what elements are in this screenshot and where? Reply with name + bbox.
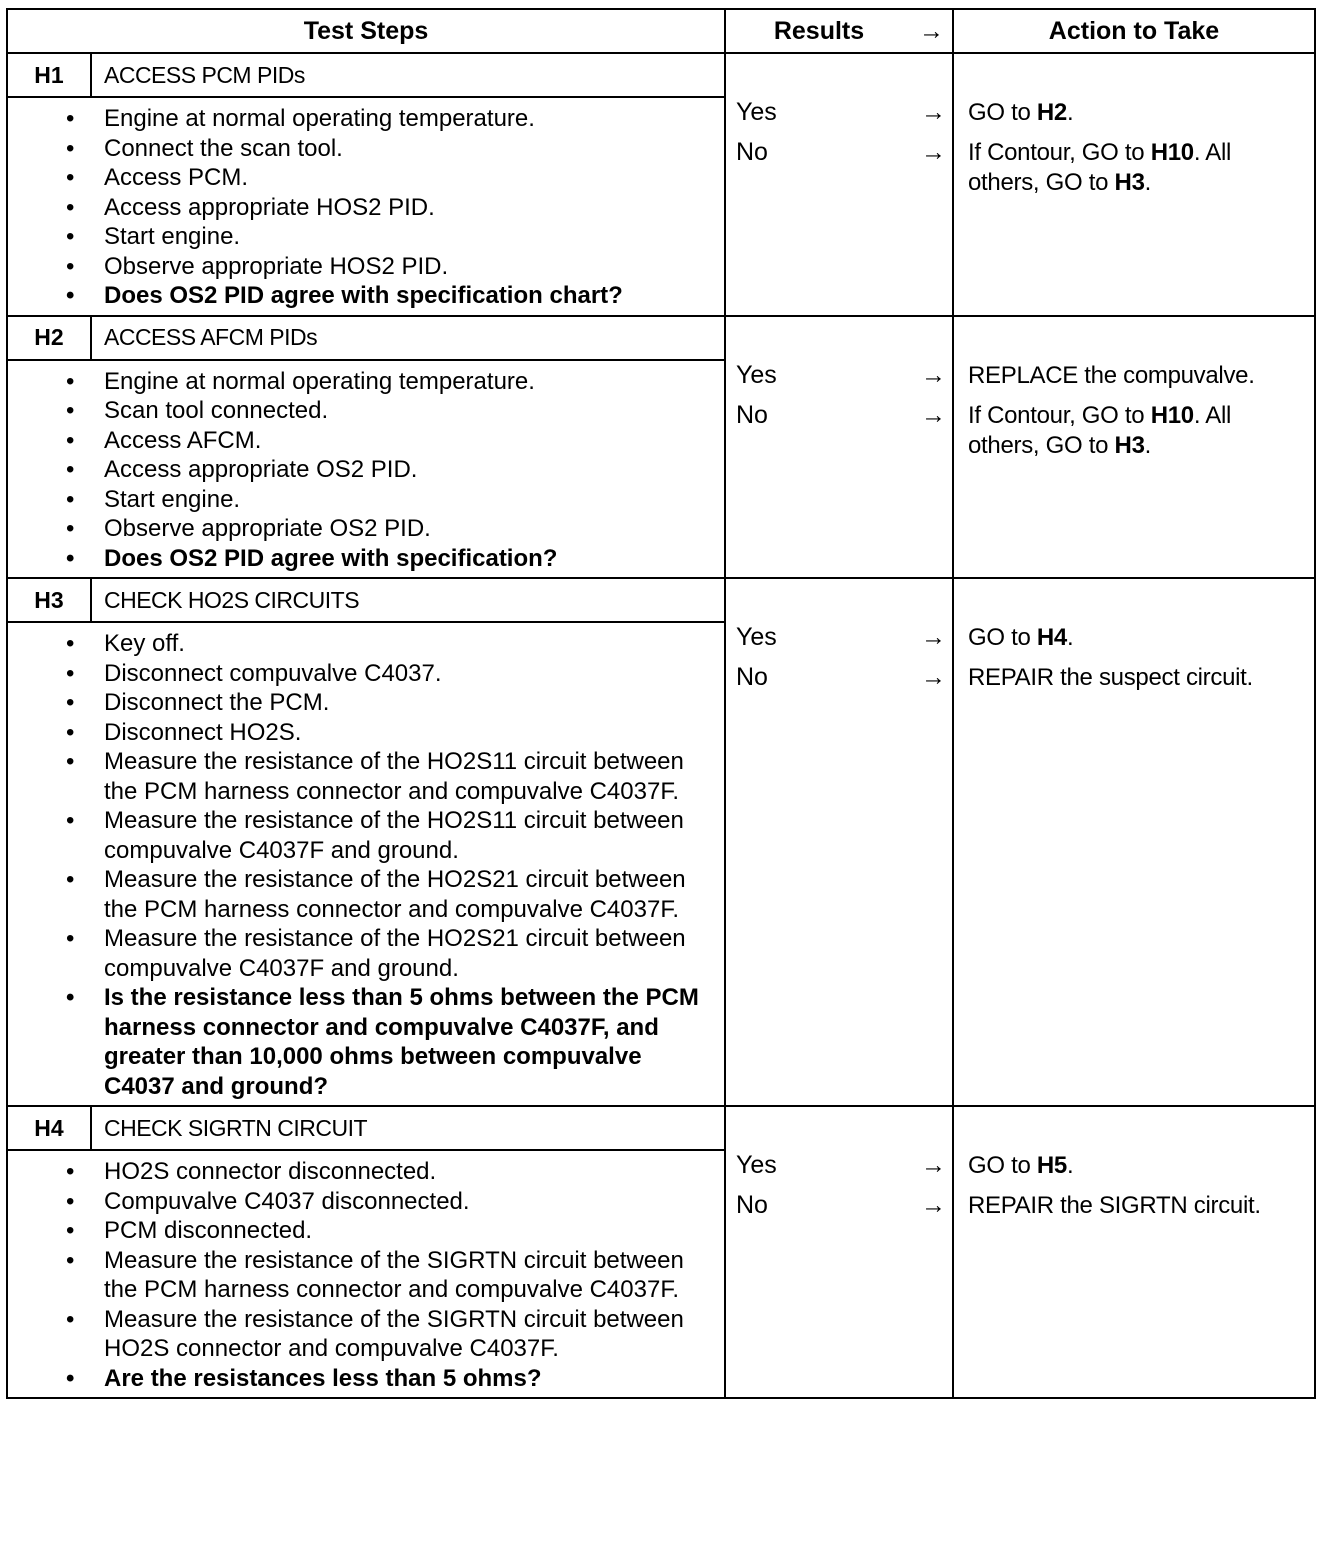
action-cell [953,1106,1315,1398]
step-id: H2 [8,317,92,359]
no-action-target-2: H3 [1114,169,1145,196]
step-bullet: • Disconnect HO2S. [104,718,714,748]
result-yes [736,361,952,401]
result-yes [736,623,952,663]
result-no [736,663,952,703]
step-bullet: • Measure the resistance of the SIGRTN circuit between HO2S connector and compuvalve C4037F. [104,1305,714,1364]
yes-action-end: . [1066,99,1074,126]
step-title: CHECK HO2S CIRCUITS [104,586,360,613]
no-action [968,1191,1306,1221]
header-test-steps: Test Steps [7,9,725,53]
result-yes [736,98,952,138]
test-steps-cell [7,316,725,579]
yes-action-end: . [1066,1152,1074,1179]
step-bullet: • Start engine. [104,485,714,515]
action-cell [953,53,1315,316]
yes-action-target: H5 [1036,1152,1067,1179]
step-bullet: • Engine at normal operating temperature. [104,104,714,134]
result-yes-label: Yes [736,1151,777,1179]
step-bullet-list [8,98,724,315]
test-step-row [7,316,1315,579]
test-steps-cell [7,1106,725,1398]
step-bullet: • Access appropriate HOS2 PID. [104,193,714,223]
step-title: ACCESS AFCM PIDs [104,324,318,350]
step-id: H4 [8,1107,92,1149]
no-action [968,663,1306,693]
step-question: • Does OS2 PID agree with specification? [104,544,714,574]
step-bullet-list [8,1151,724,1397]
step-bullet: • Key off. [104,629,714,659]
result-no-label: No [736,400,768,429]
test-step-row [7,53,1315,316]
step-bullet: • Measure the resistance of the HO2S11 circuit between the PCM harness connector and compuvalve C4037F. [104,747,714,806]
results-cell [725,53,953,316]
no-action-text: REPAIR the suspect circuit. [968,664,1253,691]
step-bullet: • Measure the resistance of the HO2S21 circuit between the PCM harness connector and compuvalve C4037F. [104,865,714,924]
no-action-mid: . All others, GO to [968,139,1232,196]
arrow-icon: → [921,663,946,691]
result-no-label: No [736,138,768,166]
no-action [968,138,1306,198]
yes-action-text: GO to [968,624,1037,651]
table-header-row [7,9,1315,53]
yes-action [968,1151,1306,1181]
step-bullet: • Access appropriate OS2 PID. [104,455,714,485]
no-action-mid: . All others, GO to [968,401,1232,459]
header-results-label: Results [773,16,865,45]
no-action-target: H10 [1150,401,1194,429]
no-action [968,401,1306,461]
result-no-label: No [736,663,768,691]
result-no [736,1191,952,1231]
step-bullet-list [8,623,724,1105]
no-action-text: If Contour, GO to [968,401,1151,429]
action-cell [953,316,1315,579]
no-action-end: . [1144,431,1151,459]
result-no [736,138,952,178]
step-bullet: • Connect the scan tool. [104,134,714,164]
results-cell [725,316,953,579]
step-question: • Is the resistance less than 5 ohms between the PCM harness connector and compuvalve C4037F, and greater than 10,000 ohms between compuvalve C4037 and ground? [104,983,714,1101]
step-bullet: • Measure the resistance of the SIGRTN circuit between the PCM harness connector and compuvalve C4037F. [104,1246,714,1305]
no-action-target: H10 [1150,139,1194,166]
step-title: CHECK SIGRTN CIRCUIT [104,1114,368,1141]
arrow-icon: → [921,98,946,126]
result-yes-label: Yes [736,623,777,651]
step-bullet: • Observe appropriate OS2 PID. [104,514,714,544]
header-action-to-take: Action to Take [953,9,1315,53]
arrow-icon: → [921,400,946,429]
step-bullet: • Engine at normal operating temperature. [104,367,714,397]
step-bullet: • Measure the resistance of the HO2S11 circuit between compuvalve C4037F and ground. [104,806,714,865]
yes-action [968,98,1306,128]
results-cell [725,1106,953,1398]
step-id: H3 [8,579,92,621]
result-yes-label: Yes [736,360,777,389]
step-header [8,1107,724,1151]
no-action-target-2: H3 [1114,431,1145,459]
no-action-end: . [1144,169,1151,196]
yes-action [968,623,1306,653]
result-no [736,401,952,441]
result-no-label: No [736,1191,768,1219]
table-body [7,53,1315,1398]
step-bullet: • Access PCM. [104,163,714,193]
step-bullet: • Measure the resistance of the HO2S21 circuit between compuvalve C4037F and ground. [104,924,714,983]
diagnostic-table-sheet [6,8,1316,1399]
step-bullet-list [8,361,724,578]
step-header [8,54,724,98]
step-bullet: • PCM disconnected. [104,1216,714,1246]
step-bullet: • Access AFCM. [104,426,714,456]
header-results [725,9,953,53]
results-cell [725,578,953,1106]
no-action-text: REPAIR the SIGRTN circuit. [968,1192,1261,1219]
test-steps-cell [7,53,725,316]
result-yes-label: Yes [736,98,777,126]
yes-action [968,361,1306,391]
step-header [8,579,724,623]
arrow-icon: → [921,623,946,651]
pinpoint-test-table [6,8,1316,1399]
yes-action-target: H4 [1036,624,1067,651]
step-bullet: • Disconnect compuvalve C4037. [104,659,714,689]
yes-action-text: GO to [968,99,1037,126]
yes-action-end: . [1066,624,1074,651]
test-steps-cell [7,578,725,1106]
arrow-icon: → [921,138,946,166]
header-results-arrow: → [919,16,944,45]
step-bullet: • Start engine. [104,222,714,252]
test-step-row [7,578,1315,1106]
step-bullet: • HO2S connector disconnected. [104,1157,714,1187]
step-title: ACCESS PCM PIDs [104,61,305,88]
action-cell [953,578,1315,1106]
arrow-icon: → [921,1151,946,1179]
yes-action-text: GO to [968,1152,1037,1179]
test-step-row [7,1106,1315,1398]
yes-action-target: H2 [1036,99,1067,126]
step-bullet: • Observe appropriate HOS2 PID. [104,252,714,282]
yes-action-text: REPLACE the compuvalve. [968,361,1255,389]
step-bullet: • Compuvalve C4037 disconnected. [104,1187,714,1217]
step-bullet: • Disconnect the PCM. [104,688,714,718]
step-bullet: • Scan tool connected. [104,396,714,426]
arrow-icon: → [921,360,946,389]
arrow-icon: → [921,1191,946,1219]
step-id: H1 [8,54,92,96]
no-action-text: If Contour, GO to [968,139,1151,166]
step-header [8,317,724,361]
result-yes [736,1151,952,1191]
step-question: • Are the resistances less than 5 ohms? [104,1364,714,1394]
step-question: • Does OS2 PID agree with specification chart? [104,281,714,311]
